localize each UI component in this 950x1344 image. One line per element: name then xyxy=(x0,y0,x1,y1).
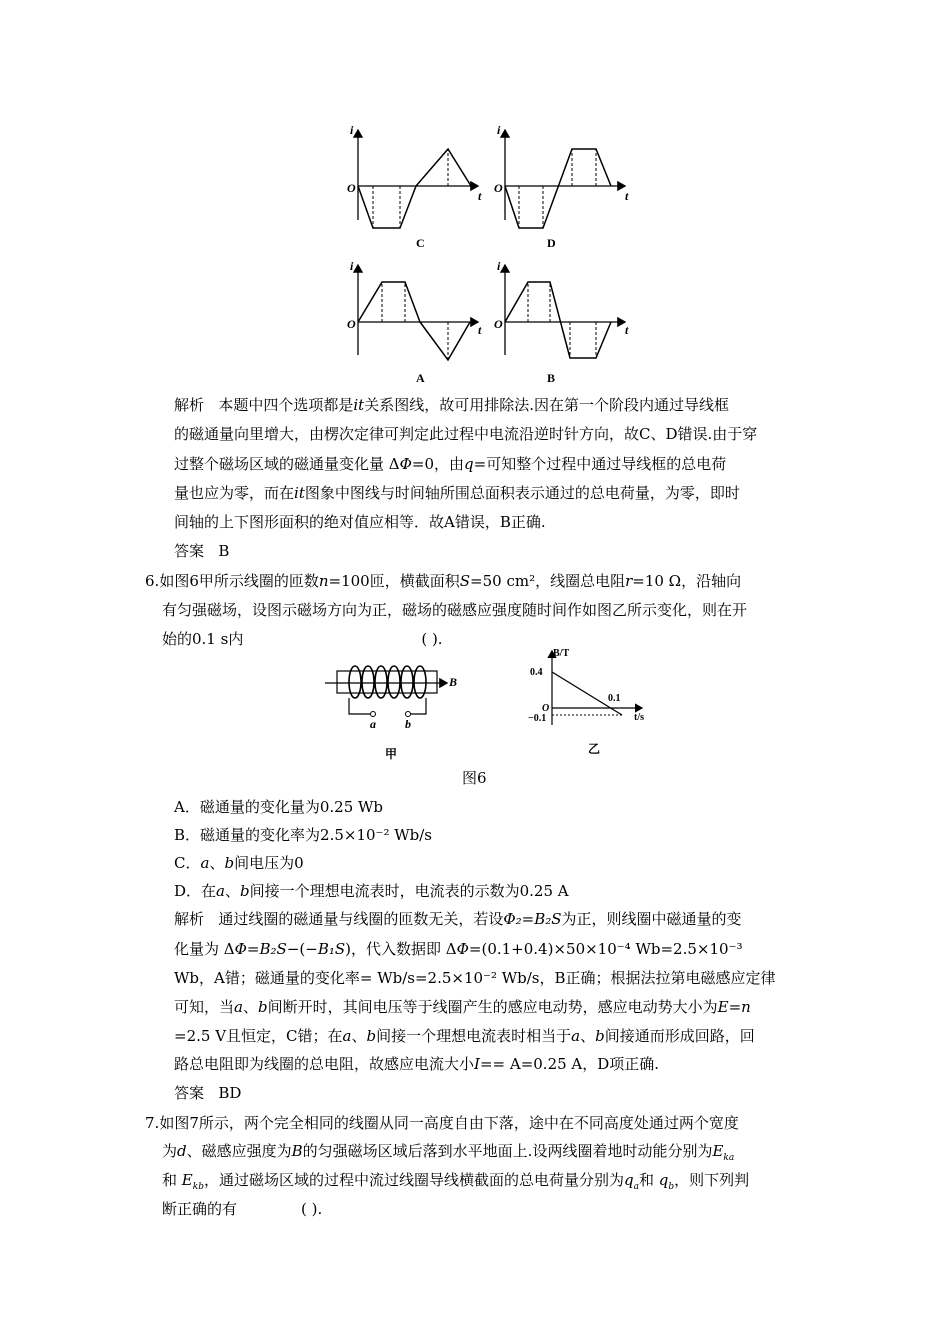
q6-stem-line-3: 始的0.1 s内 ( ). xyxy=(162,630,443,648)
q6-stem-line-1: 6.如图6甲所示线圈的匝数n=100匝，横截面积S=50 cm²，线圈总电阻r=10 Ω，沿轴向 xyxy=(145,572,742,590)
fig6-graph-ylabel: B/T xyxy=(553,648,570,659)
fig6-yi-caption: 乙 xyxy=(588,742,601,756)
fig6-graph-origin: O xyxy=(542,703,550,714)
q5-analysis-line-3: 过整个磁场区域的磁通量变化量 ΔΦ=0，由q=可知整个过程中通过导线框的总电荷 xyxy=(174,455,727,473)
q6-analysis-line-5: =2.5 V且恒定，C错；在a、b间接一个理想电流表时相当于a、b间接通而形成回路，回 xyxy=(174,1027,755,1045)
fig6-jia-caption: 甲 xyxy=(385,747,398,761)
graph-d-t-label: t xyxy=(625,189,629,203)
graph-a xyxy=(347,259,482,385)
graph-a-origin: O xyxy=(347,317,356,331)
q6-option-d: D．在a、b间接一个理想电流表时，电流表的示数为0.25 A xyxy=(174,882,569,900)
fig6-terminal-b: b xyxy=(405,717,411,731)
q6-analysis-line-2: 化量为 ΔΦ=B₂S−(−B₁S)，代入数据即 ΔΦ=(0.1+0.4)×50×10⁻⁴ Wb=2.5×10⁻³ xyxy=(174,940,743,958)
q7-stem-line-1: 7.如图7所示，两个完全相同的线圈从同一高度自由下落，途中在不同高度处通过两个宽度 xyxy=(145,1114,739,1132)
q5-analysis-line-4: 量也应为零，而在it图象中图线与时间轴所围总面积表示通过的总电荷量，为零，即时 xyxy=(174,484,740,502)
question-number: 7. xyxy=(145,1114,160,1132)
graph-c xyxy=(347,123,482,250)
fig6-graph-01: 0.1 xyxy=(608,693,621,704)
graph-b-caption: B xyxy=(547,371,556,385)
q6-option-a: A．磁通量的变化量为0.25 Wb xyxy=(174,798,384,816)
graph-d-origin: O xyxy=(494,181,503,195)
q6-option-b: B．磁通量的变化率为2.5×10⁻² Wb/s xyxy=(174,826,433,844)
fig6-bt-graph xyxy=(528,645,658,765)
graph-d-caption: D xyxy=(547,236,556,250)
q7-stem-line-4: 断正确的有 ( ). xyxy=(162,1200,323,1218)
q5-analysis-line-5: 间轴的上下图形面积的绝对值应相等．故A错误，B正确. xyxy=(174,513,546,531)
graph-b-origin: O xyxy=(494,317,503,331)
q6-stem-line-2: 有匀强磁场，设图示磁场方向为正，磁场的磁感应强度随时间作如图乙所示变化，则在开 xyxy=(162,601,748,619)
graph-c-origin: O xyxy=(347,181,356,195)
it-graphs-figure xyxy=(330,120,650,390)
graph-b-i-label: i xyxy=(497,259,501,273)
fig6-graph-m01: −0.1 xyxy=(528,713,547,724)
graph-c-t-label: t xyxy=(478,189,482,203)
q5-analysis-line-1: 解析 本题中四个选项都是it关系图线，故可用排除法.因在第一个阶段内通过导线框 xyxy=(174,396,729,414)
graph-a-caption: A xyxy=(416,371,425,385)
graph-b-t-label: t xyxy=(625,323,629,337)
q6-answer: 答案 BD xyxy=(174,1084,242,1102)
graph-a-t-label: t xyxy=(478,323,482,337)
q6-option-c: C．a、b间电压为0 xyxy=(174,854,304,872)
q6-analysis-line-6: 路总电阻即为线圈的总电阻，故感应电流大小I== A=0.25 A，D项正确. xyxy=(174,1055,660,1073)
fig6-caption: 图6 xyxy=(462,769,487,787)
graph-c-caption: C xyxy=(416,236,425,250)
graph-b xyxy=(494,259,629,385)
q5-analysis-line-2: 的磁通量向里增大，由楞次定律可判定此过程中电流沿逆时针方向，故C、D错误.由于穿 xyxy=(174,425,758,443)
fig6-b-arrow-label: B xyxy=(449,675,458,689)
graph-d xyxy=(494,123,629,250)
q6-analysis-line-4: 可知，当a、b间断开时，其间电压等于线圈产生的感应电动势，感应电动势大小为E=n xyxy=(174,998,751,1016)
fig6-coil xyxy=(325,650,475,765)
graph-a-i-label: i xyxy=(350,259,354,273)
analysis-label: 解析 xyxy=(174,396,205,414)
question-number: 6. xyxy=(145,572,160,590)
fig6-graph-xlabel: t/s xyxy=(634,712,644,723)
q6-analysis-line-3: Wb，A错；磁通量的变化率= Wb/s=2.5×10⁻² Wb/s，B正确；根据法拉第电磁感应定律 xyxy=(174,969,776,987)
q5-answer: 答案 B xyxy=(174,542,230,560)
q7-stem-line-3: 和 $E_{kb}$，通过磁场区域的过程中流过线圈导线横截面的总电荷量分别为$q_a$和 $q_b$，则下列判 xyxy=(162,1171,750,1192)
q7-stem-line-2: 为d、磁感应强度为B的匀强磁场区域后落到水平地面上.设两线圈着地时动能分别为$E_{ka}$ xyxy=(162,1142,735,1163)
graph-c-i-label: i xyxy=(350,123,354,137)
fig6-terminal-a: a xyxy=(370,717,376,731)
q6-analysis-line-1: 解析 通过线圈的磁通量与线圈的匝数无关，若设Φ₂=B₂S为正，则线圈中磁通量的变 xyxy=(174,910,742,928)
graph-d-i-label: i xyxy=(497,123,501,137)
fig6-graph-04: 0.4 xyxy=(530,667,543,678)
